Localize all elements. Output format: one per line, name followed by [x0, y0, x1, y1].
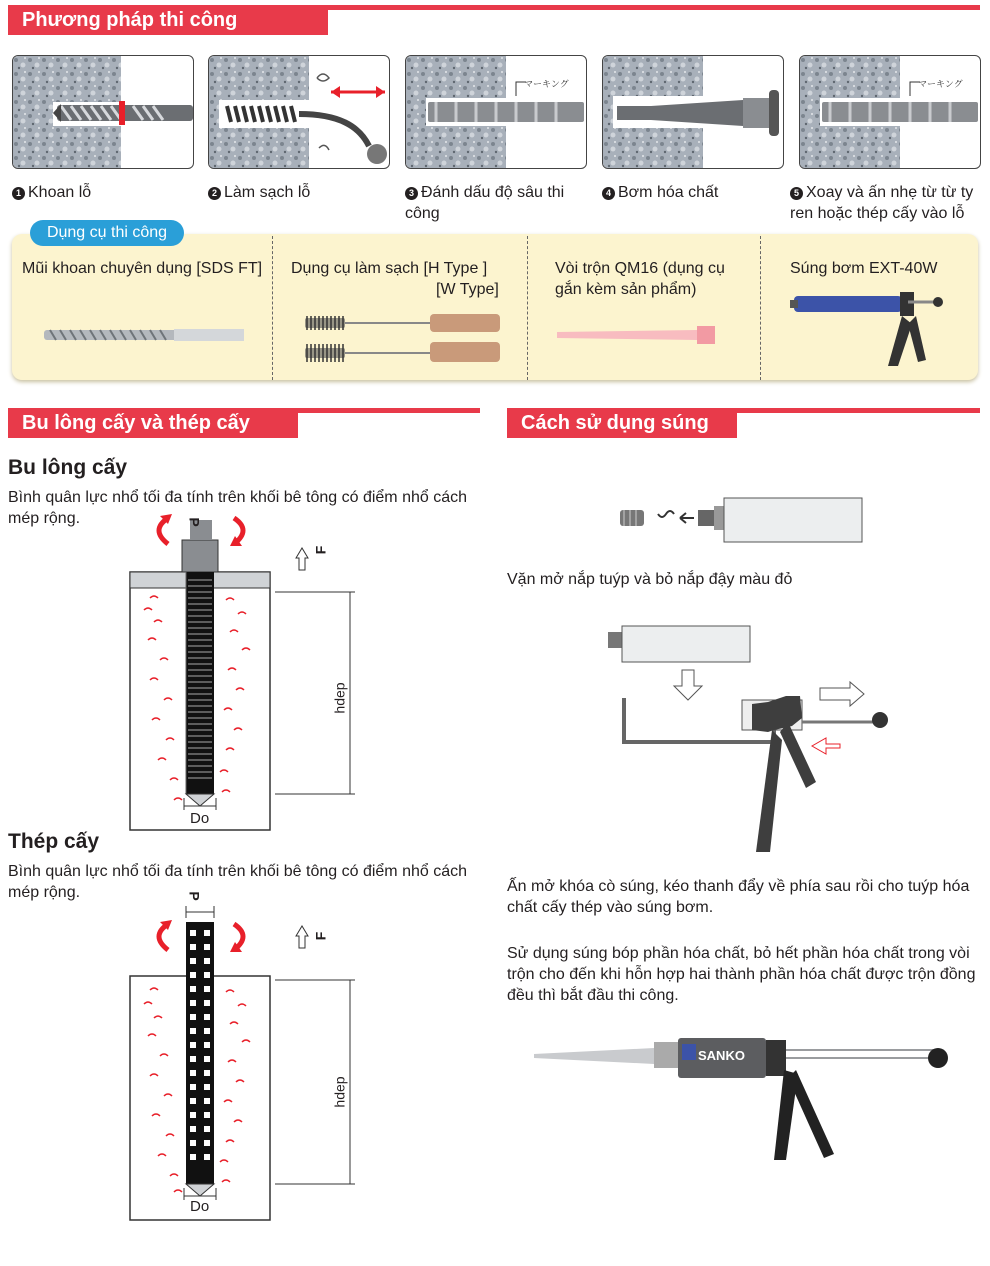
marking-label: マーキング: [918, 79, 963, 89]
rebar-heading: Thép cấy: [8, 830, 100, 853]
step-number: 1: [12, 187, 25, 200]
bolt-label-h: hdep: [331, 682, 348, 714]
section-banner-gun: [507, 408, 737, 438]
inject-chemical-illustration: [603, 56, 783, 168]
section-banner-bolt: [8, 408, 298, 438]
caulking-gun-icon: [790, 290, 950, 370]
tools-divider: [272, 236, 273, 380]
tool-label-drill: Mũi khoan chuyên dụng [SDS FT]: [22, 260, 263, 277]
banner-stripe: [320, 5, 980, 10]
rebar-description: Bình quân lực nhổ tối đa tính trên khối bê tông có điểm nhổ cách mép rộng.: [8, 863, 468, 901]
step-number: 3: [405, 187, 418, 200]
load-cartridge-illustration: [604, 622, 894, 862]
mixing-nozzle-icon: [557, 324, 727, 348]
drill-hole-illustration: [13, 56, 193, 168]
section-title-gun: Cách sử dụng súng: [521, 412, 709, 434]
step-1-caption: 1 Khoan lỗ: [12, 182, 202, 203]
tool-label-gun: Súng bơm EXT-40W: [790, 260, 938, 277]
bolt-diagram: [130, 510, 330, 830]
tool-label-cleaner: Dụng cụ làm sạch [H Type ] [W Type]: [291, 260, 499, 298]
step-2-caption: 2 Làm sạch lỗ: [208, 182, 398, 203]
bolt-label-f: F: [312, 545, 329, 555]
bolt-description: Bình quân lực nhổ tối đa tính trên khối bê tông có điểm nhổ cách mép rộng.: [8, 489, 468, 527]
tools-divider: [527, 236, 528, 380]
step-4-caption: 4 Bơm hóa chất: [602, 182, 792, 203]
section-banner-method: [8, 5, 328, 35]
step-4-image: [602, 55, 784, 169]
step-5-caption: 5 Xoay và ấn nhẹ từ từ ty ren hoặc thép cấy vào lỗ: [790, 184, 974, 222]
step-3-caption: 3 Đánh dấu độ sâu thi công: [405, 184, 565, 222]
bolt-label-d: Do: [190, 810, 210, 827]
cartridge-cap-illustration: [618, 496, 878, 546]
step-1-image: [12, 55, 194, 169]
cartridge-brand: SANKO: [698, 1048, 745, 1063]
step-2-image: [208, 55, 390, 169]
section-title-method: Phương pháp thi công: [22, 9, 238, 31]
step-5-image: [799, 55, 981, 169]
step-number: 2: [208, 187, 221, 200]
rebar-label-f: F: [312, 931, 329, 941]
drill-bit-icon: [44, 326, 244, 346]
banner-stripe: [730, 408, 980, 413]
gun-step-2: Ấn mở khóa cò súng, kéo thanh đẩy về phía sau rồi cho tuýp hóa chất cấy thép vào súng bơm.: [507, 878, 970, 916]
marking-label: マーキング: [524, 79, 569, 89]
step-number: 4: [602, 187, 615, 200]
dispense-gun-illustration: [534, 1030, 964, 1160]
mark-depth-illustration: [406, 56, 586, 168]
cleaning-brush-icon: [305, 312, 505, 372]
bolt-heading: Bu lông cấy: [8, 456, 128, 479]
clean-hole-illustration: [209, 56, 389, 168]
banner-stripe: [290, 408, 480, 413]
gun-step-3: Sử dụng súng bóp phần hóa chất, bỏ hết phần hóa chất trong vòi trộn cho đến khi hỗn hợp hai thành phần hóa chất được trộn đồng đều thì bắt đầu thi công.: [507, 945, 976, 1004]
section-title-bolt: Bu lông cấy và thép cấy: [22, 412, 250, 434]
gun-step-1: Vặn mở nắp tuýp và bỏ nắp đậy màu đỏ: [507, 571, 793, 588]
rebar-label-p: P: [186, 891, 203, 901]
insert-anchor-illustration: [800, 56, 980, 168]
rebar-label-d: Do: [190, 1198, 210, 1215]
step-number: 5: [790, 187, 803, 200]
tools-tab: Dụng cụ thi công: [30, 220, 184, 246]
bolt-label-p: P: [186, 517, 203, 527]
rebar-diagram: [130, 890, 390, 1220]
tools-divider: [760, 236, 761, 380]
tool-label-mixer: Vòi trộn QM16 (dụng cụ gắn kèm sản phẩm): [555, 260, 725, 298]
step-3-image: [405, 55, 587, 169]
rebar-label-h: hdep: [331, 1076, 348, 1108]
